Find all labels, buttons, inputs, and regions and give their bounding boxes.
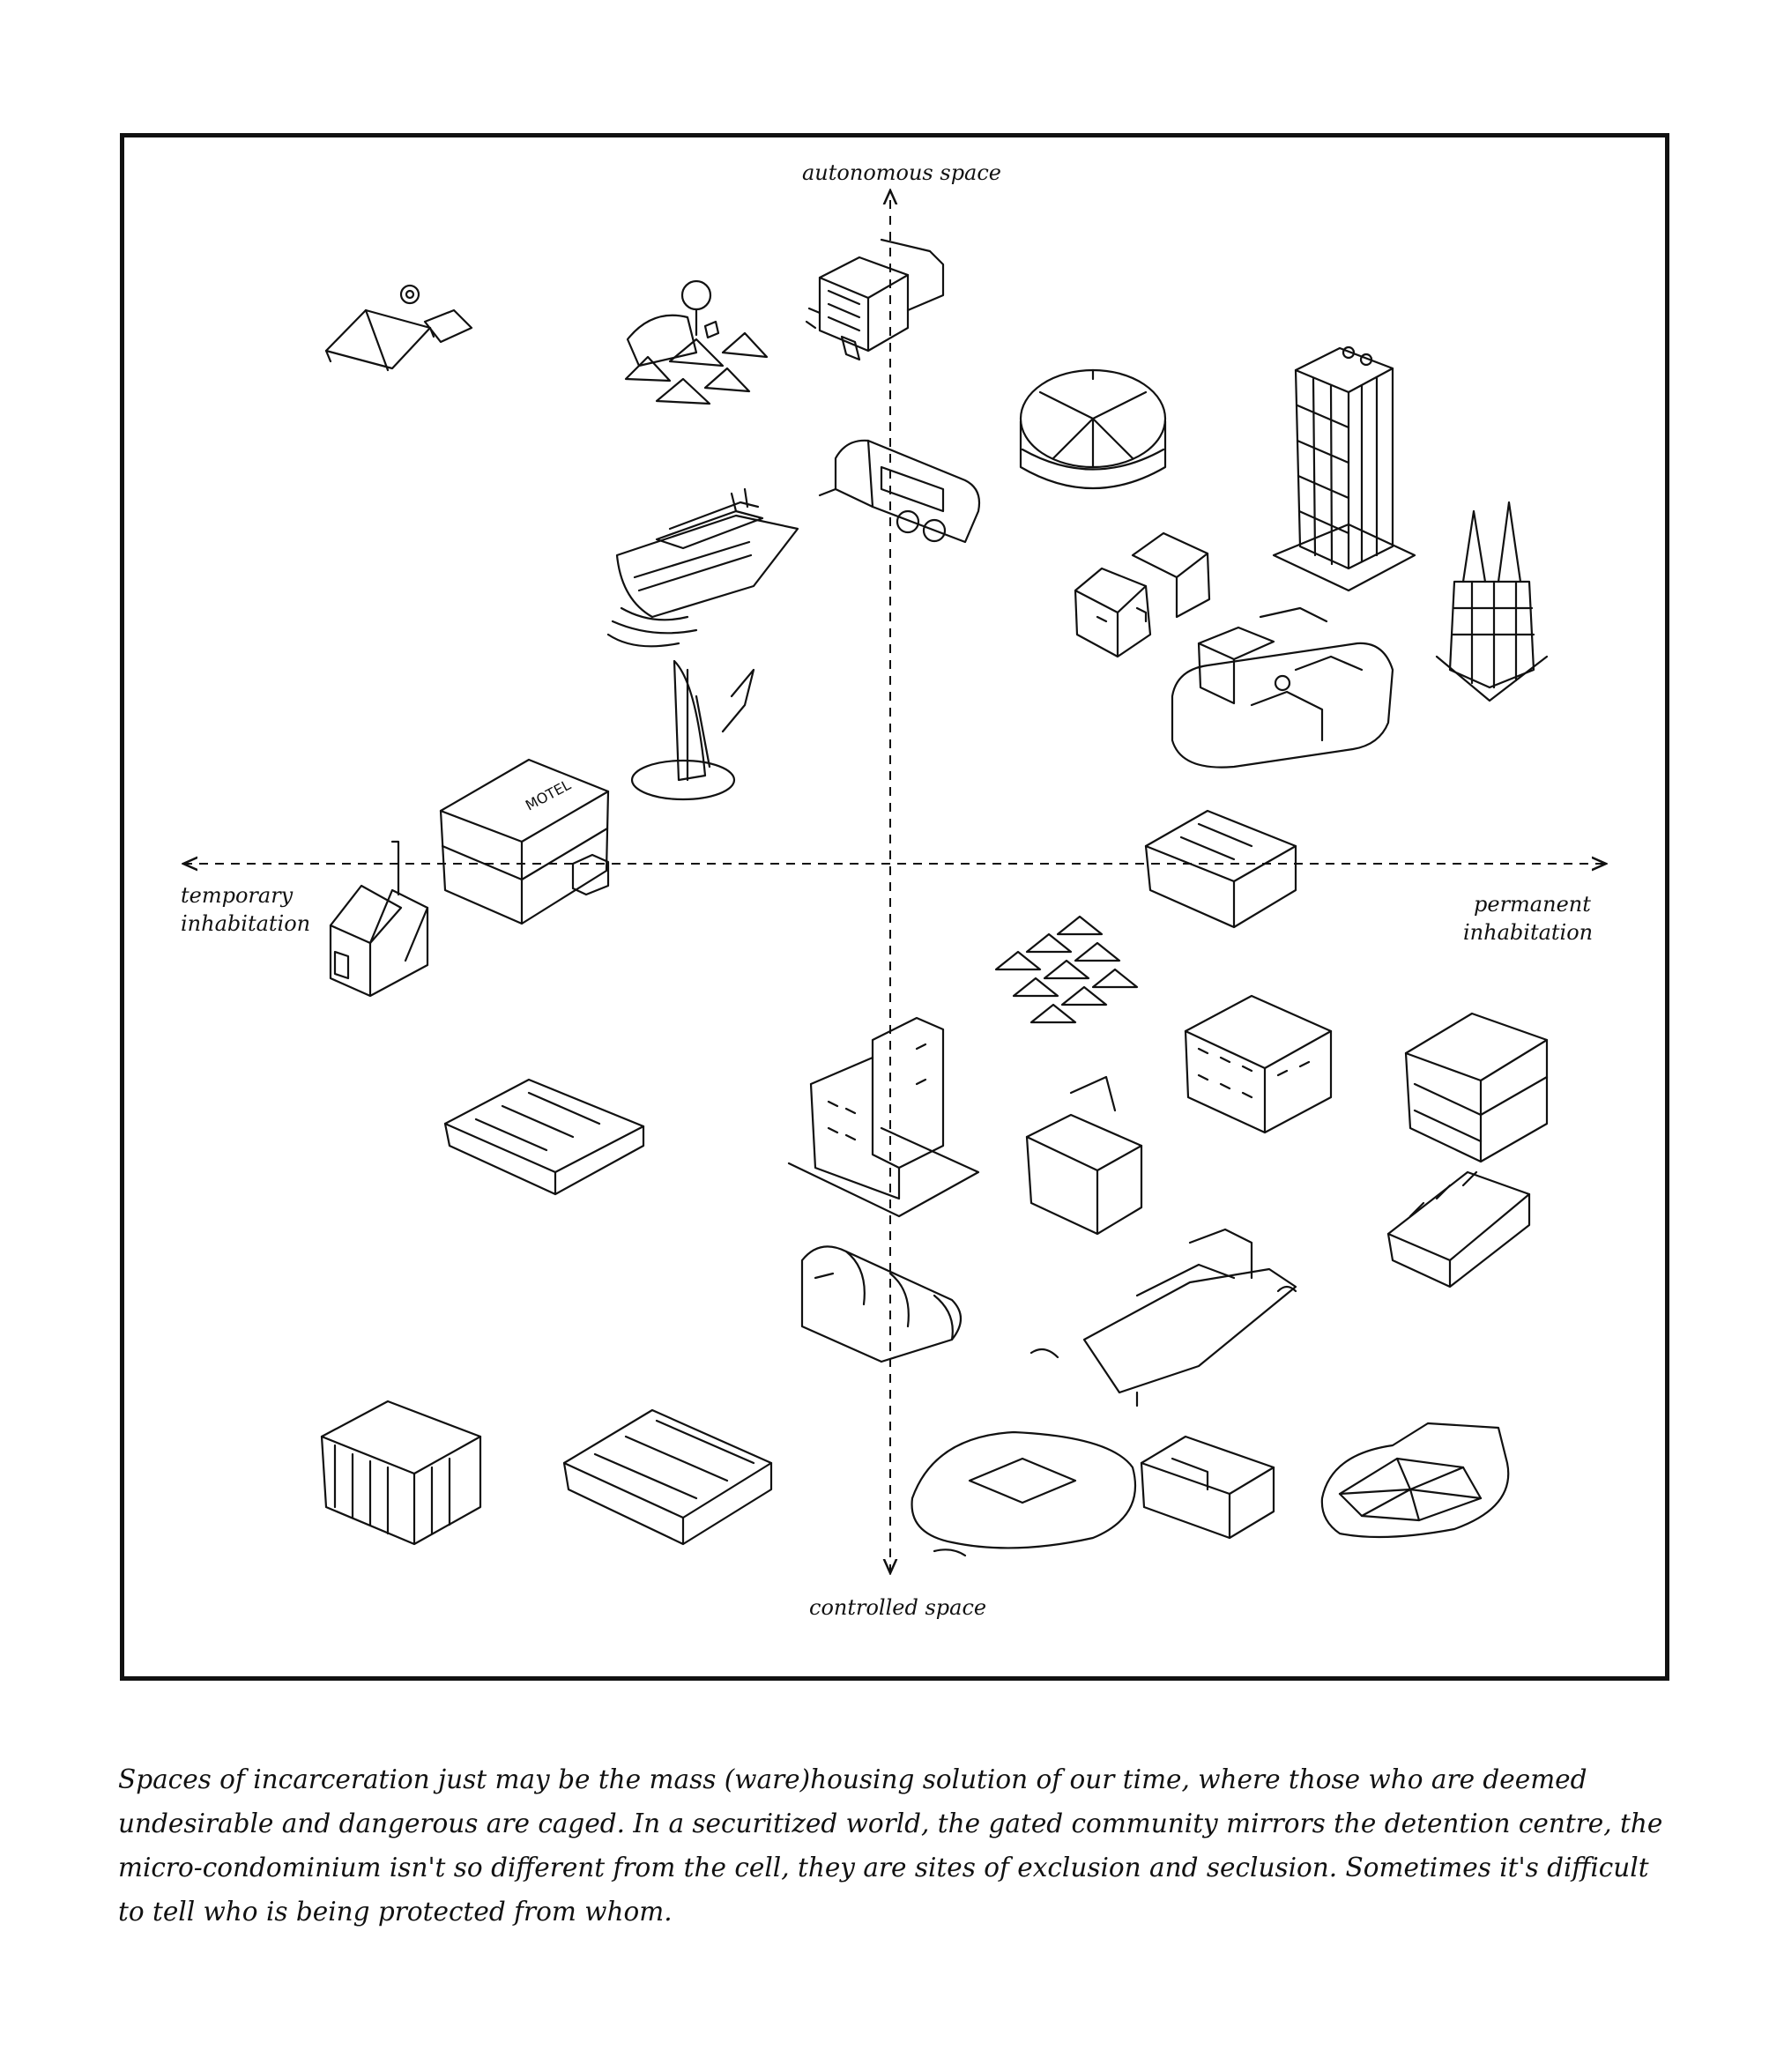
cell-room-icon [1027, 1077, 1141, 1234]
spire-tower-icon [1437, 502, 1547, 701]
container-stack-icon [322, 1401, 480, 1544]
detention-room-icon [1146, 811, 1296, 927]
cell-block-icon [1141, 1437, 1274, 1538]
motel-icon [441, 760, 608, 924]
tent-grid-icon [996, 917, 1137, 1022]
cruise-ship-icon [608, 489, 798, 646]
suburban-houses-icon [1075, 533, 1209, 657]
apartment-block-icon [1186, 996, 1331, 1133]
townhouses-icon [1388, 1172, 1529, 1287]
motel-sign: MOTEL [522, 776, 574, 814]
cottage-icon [331, 842, 427, 996]
tent-village-icon [626, 281, 767, 404]
axis-label-right [1463, 890, 1593, 947]
sail-tower-icon [632, 661, 754, 799]
axis-label-left-line2: inhabitation [181, 911, 311, 936]
gated-community-icon [1172, 608, 1393, 768]
axis-label-top: autonomous space [802, 160, 1002, 185]
caption-text: Spaces of incarceration just may be the mass (ware)housing solution of our time, where those who are deemed undesirable and dangerous are caged. In a securitized world, the gated community mirrors the detention centre, the micro-condominium isn't so different from the cell, they are sites of exclusion and seclusion. Sometimes it's difficult to tell who is being protected from whom. [118, 1764, 1663, 1927]
axis-label-left-line1: temporary [181, 883, 294, 908]
cabin-icon [806, 240, 943, 360]
highrise-tower-icon [1274, 347, 1415, 590]
island-prison-icon [912, 1432, 1135, 1556]
axis-label-left [181, 881, 310, 938]
round-tent-icon [1021, 370, 1165, 488]
axis-label-right-line1: permanent [1474, 892, 1591, 917]
axis-label-bottom: controlled space [809, 1595, 987, 1620]
offshore-prison-icon [1031, 1229, 1296, 1406]
tent-camp-icon [326, 286, 472, 370]
quonset-hut-icon [802, 1246, 961, 1362]
office-building-icon [789, 1018, 978, 1216]
panopticon-icon [1322, 1423, 1508, 1537]
balcony-apartment-icon [1406, 1014, 1547, 1162]
axis-label-right-line2: inhabitation [1463, 920, 1594, 945]
warehouse-dormitory-icon [564, 1410, 771, 1544]
office-floorplan-icon [445, 1080, 643, 1194]
camper-trailer-icon [820, 441, 979, 542]
